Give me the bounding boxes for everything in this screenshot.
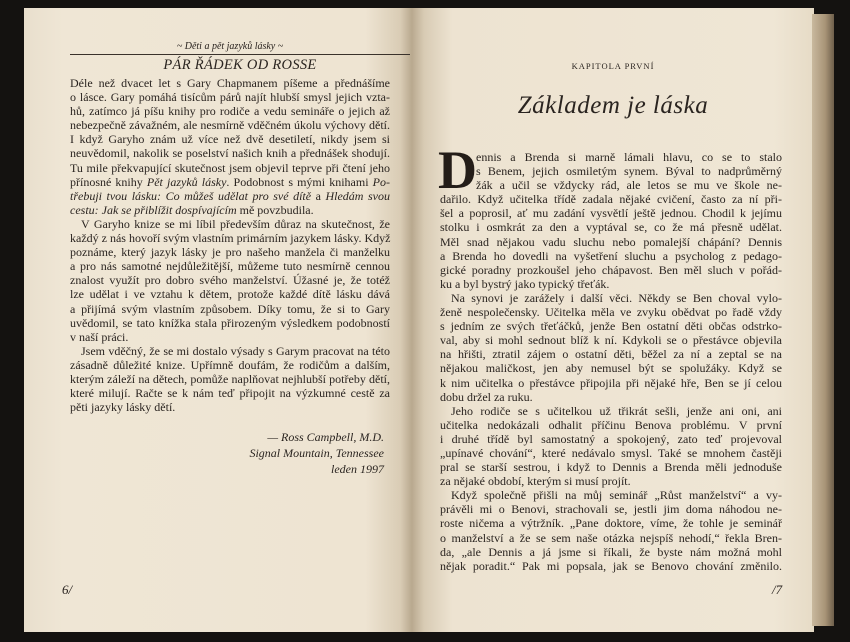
text-line: každý z nás hovoří svým vlastním primárním jazykem lásky. Když [70, 231, 391, 246]
page-edges [812, 14, 834, 626]
text-line: „upínavé chování“, které nedávalo smysl. Také se mnohem častěji [440, 445, 782, 460]
text-line: k nim učitelka o přestávce připojila při nějaké hře, Ben se jí celou [440, 375, 782, 390]
text-line: které milují. Račte se k nám teď připojit na výzkumné cestě za [70, 386, 390, 401]
text-line: a Brenda ho dovedli na vyšetření sluchu a psycholog z pedago- [440, 248, 782, 263]
text-line: nějak poradit.“ Pak mi popsala, jak se Benovo chování změnilo. [440, 558, 782, 573]
paragraph [440, 488, 782, 573]
text-line: ku a byl bystrý jako typický třeťák. [440, 276, 610, 291]
text-span: a [311, 188, 326, 203]
text-line: Měl snad nějakou vadu sluchu nebo pomalejší chápání? Dennis [440, 234, 782, 249]
text-line: Tu mile překvapující skutečnost jsem objevil teprve při čtení jeho [70, 160, 390, 175]
text-line: žák a učil se vždycky rád, ale letos se mu ve škole ne- [476, 178, 782, 193]
text-line: znalost využít pro dobro svého manželství. Úžasné je, že totéž [70, 273, 390, 288]
text-line [70, 203, 390, 217]
text-line [70, 175, 390, 189]
text-line: Jeho rodiče se s učitelkou už třikrát sešli, jenže ani oni, ani [451, 403, 782, 418]
text-span: mě povzbudila. [236, 202, 314, 217]
text-line: Déle než dvacet let s Gary Chapmanem píšeme a přednášíme [70, 76, 390, 90]
text-line: val, aby si mohl sednout blíž k ní. Kdykoli se o přestávce objevila [440, 333, 782, 348]
signature-author: — Ross Campbell, M.D. [267, 430, 384, 444]
text-line: V Garyho knize se mi líbil především důraz na skutečnost, že [81, 216, 390, 231]
text-line: pěti jazyky lásky dětí. [70, 400, 176, 415]
italic-text: Hledám svou [325, 188, 391, 203]
text-line: gické poradny prozkoušel jeho chápavost. Ben měl sluch v pořád- [440, 262, 782, 277]
text-line: poznáme, který jazyk lásky je pro našeho manžela či manželku [70, 245, 390, 260]
text-line: I když Garyho znám už více než dvě desetiletí, nikdy jsem si [70, 132, 390, 147]
text-line: s Benem, jejich osmiletým synem. Býval to nadprůměrný [476, 164, 782, 179]
text-line: dobu držel za ruku. [440, 389, 533, 404]
italic-text: Po- [372, 174, 390, 189]
paragraph [440, 291, 782, 404]
text-line: ženě nespolečensky. Učitelka měla ve zvyku obědvat po řadě vždy [440, 305, 782, 320]
text-line: učitelka nedokázali odhalit příčinu Benova problému. V první [440, 417, 782, 432]
italic-text: Pět jazyků lásky [146, 174, 227, 189]
header-rule [70, 54, 410, 55]
paragraph [70, 76, 390, 217]
text-line: a přijímá svým vlastním způsobem. Díky tomu, že si to Gary [70, 301, 390, 316]
text-line: o manželství a že se sem naše otázka nejspíš nehodí,“ řekla Bren- [440, 530, 782, 545]
paragraph [440, 150, 782, 291]
text-span: přínosné knihy [70, 174, 147, 189]
text-line: uvědomil, se tato knížka stala přirozeným výsledkem podobností [70, 315, 390, 330]
text-line: nebezpečně závažném, ale nesmírně vděčném úkolu výchovy dětí. [70, 118, 390, 133]
text-line: nějakou maličkost, jen aby nemusel být se spolužáky. Když se [440, 361, 782, 376]
text-line: s jedním ze svých třeťáčků, jenže Ben ostatní děti občas odstrko- [440, 319, 782, 334]
text-line: stolku i osmkrát za den a vyptával se, co že má přesně udělat. [440, 220, 782, 235]
text-line: v naší práci. [70, 329, 129, 344]
text-line: roste ničema a výtržník. „Pane doktore, víme, že tohle je seminář [440, 516, 782, 531]
text-line: dařilo. Když učitelka třídě zadala nějaké cvičení, často za ní při- [440, 192, 782, 207]
text-line: kterým záleží na dětech, pomůže naplňovat nejhlubší potřeby dětí, [70, 371, 390, 386]
paragraph [70, 344, 390, 414]
text-line: Na synovi je zarážely i další věci. Někdy se Ben choval vylo- [451, 290, 782, 305]
running-head: ~ Děti a pět jazyků lásky ~ [176, 41, 284, 52]
italic-text: cestu: Jak se přiblížit dospívajícím [70, 202, 237, 217]
text-span: . Podobnost s mými knihami [226, 174, 373, 189]
text-line: na hřišti, ztratil zájem o ostatní děti, běžel za ní a zeptal se na [440, 347, 782, 362]
text-line: právěli mi o Benovi, strachovali se, jestli jim doma náhodou ne- [440, 502, 782, 517]
text-line: ennis a Brenda si marně lámali hlavu, co se to stalo [476, 150, 782, 164]
text-line: za nějaké období, kterým si musí projít. [440, 474, 631, 489]
text-line: neuvědomil, nakolik se poselství našich knih a přednášek shodují. [70, 146, 390, 161]
chapter-label: KAPITOLA PRVNÍ [571, 61, 655, 71]
text-line: da, „ale Dennis a já jsme si říkali, že byste nám možná mohl [440, 544, 782, 559]
text-line: a pro nás samotné nejdůležitější, můžeme tuto nesmírně cennou [70, 259, 390, 274]
paragraph [440, 404, 782, 489]
signature-date: leden 1997 [331, 462, 384, 476]
page-number-right: /7 [772, 582, 783, 597]
text-line [70, 189, 390, 203]
left-page [24, 8, 412, 632]
text-line: zásadně důležité knize. Upřímně doufám, že rodičům a dalším, [70, 357, 390, 372]
right-page [412, 8, 814, 632]
drop-cap: D [438, 140, 477, 200]
text-line: o lásce. Gary pomáhá tisícům párů najít hlubší smysl jejich vzta- [70, 90, 390, 105]
page-number-left: 6/ [62, 582, 73, 597]
signature-place: Signal Mountain, Tennessee [249, 446, 384, 460]
section-title: PÁR ŘÁDEK OD ROSSE [163, 57, 317, 73]
text-line: i druhé třídě byl samostatný a spokojený, zato teď projevoval [440, 431, 782, 446]
text-line: hů, zatímco já píšu knihy pro rodiče a vedu semináře o jejich až [70, 104, 390, 119]
left-body-text [70, 76, 390, 414]
italic-text: třebuji tvou lásku: Co můžeš udělat pro své dítě [70, 188, 312, 203]
right-body-text [438, 140, 782, 573]
text-line: šel a poprosil, ať mu zadání vysvětlí ještě jednou. Chodil k jejímu [440, 206, 782, 221]
text-line: pral se starší sestrou, i když to Dennis a Brenda měli jednoduše [440, 460, 782, 475]
text-line: Když společně přišli na můj seminář „Růst manželství“ a vy- [451, 488, 782, 503]
chapter-title: Základem je láska [517, 92, 709, 119]
paragraph [70, 217, 390, 344]
text-line: lze udělat i ve vztahu k dětem, protože každé dítě lásku dává [70, 287, 390, 302]
text-line: Jsem vděčný, že se mi dostalo výsady s Garym pracovat na této [81, 343, 390, 358]
